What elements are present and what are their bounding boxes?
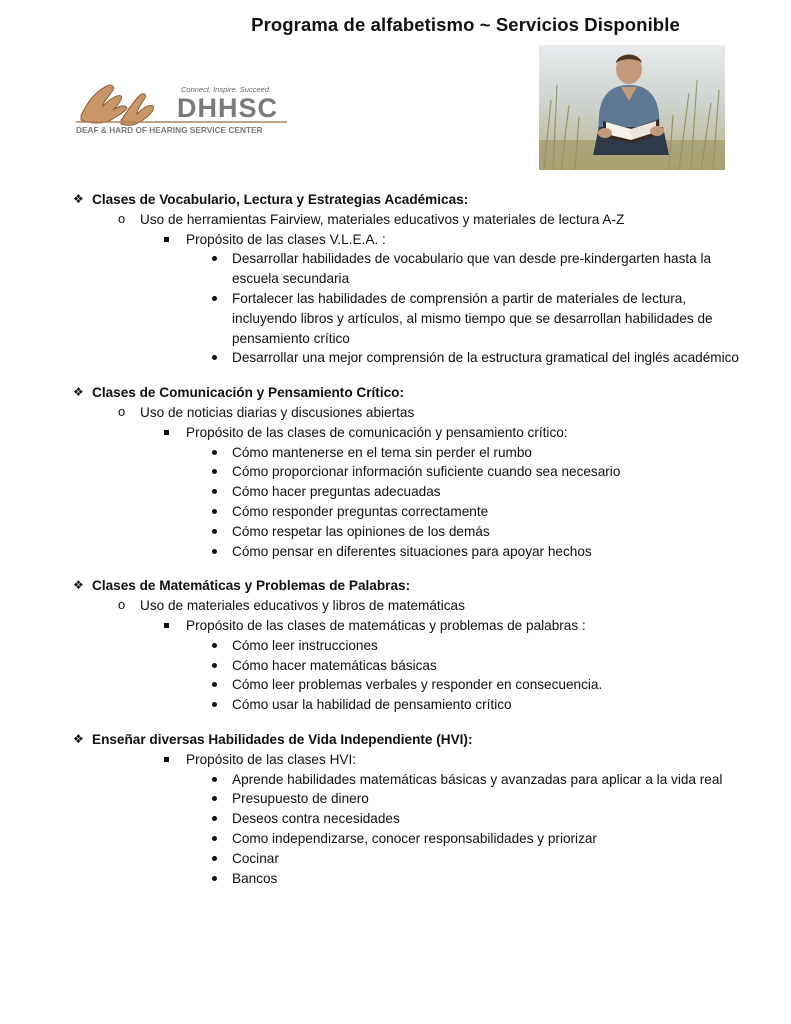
section-heading: Clases de Vocabulario, Lectura y Estrategias Académicas: xyxy=(92,192,469,207)
list-item: Presupuesto de dinero xyxy=(0,789,791,809)
list-item: Cómo hacer preguntas adecuadas xyxy=(0,482,791,502)
section-purpose: Propósito de las clases de matemáticas y problemas de palabras : xyxy=(186,617,586,633)
section-heading: Enseñar diversas Habilidades de Vida Independiente (HVI): xyxy=(92,731,473,747)
dhhsc-logo xyxy=(73,72,295,142)
dot-bullet-icon xyxy=(212,856,217,861)
dot-bullet-icon xyxy=(212,509,217,514)
section-math xyxy=(0,576,791,715)
section-heading: Clases de Matemáticas y Problemas de Palabras: xyxy=(92,578,411,594)
square-bullet-icon xyxy=(164,757,169,762)
section-sub: Uso de noticias diarias y discusiones abiertas xyxy=(140,404,415,420)
dot-bullet-icon xyxy=(212,469,217,474)
circle-bullet-icon: o xyxy=(118,597,126,613)
list-item: Cómo respetar las opiniones de los demás xyxy=(0,522,791,542)
page-title: Programa de alfabetismo ~ Servicios Disponible xyxy=(251,14,680,35)
section-sub: Uso de herramientas Fairview, materiales educativos y materiales de lectura A-Z xyxy=(140,211,625,227)
dot-bullet-icon xyxy=(212,876,217,881)
list-item: Aprende habilidades matemáticas básicas y avanzadas para aplicar a la vida real xyxy=(0,770,791,790)
svg-text:DEAF & HARD OF HEARING SERVICE: DEAF & HARD OF HEARING SERVICE CENTER xyxy=(76,125,263,135)
list-item: Deseos contra necesidades xyxy=(0,809,791,829)
section-sub: Uso de materiales educativos y libros de matemáticas xyxy=(140,598,465,614)
dot-bullet-icon xyxy=(212,549,217,554)
section-independent-living xyxy=(0,730,791,888)
svg-text:Connect. Inspire. Succeed.: Connect. Inspire. Succeed. xyxy=(181,85,272,94)
section-purpose: Propósito de las clases V.L.E.A. : xyxy=(186,231,386,247)
man-reading-photo xyxy=(539,45,725,170)
list-item: Cómo proporcionar información suficiente cuando sea necesario xyxy=(0,462,791,482)
section-heading: Clases de Comunicación y Pensamiento Crítico: xyxy=(92,385,404,401)
dot-bullet-icon xyxy=(212,663,217,668)
hands-icon xyxy=(81,85,153,125)
dot-bullet-icon xyxy=(212,777,217,782)
dot-bullet-icon xyxy=(212,529,217,534)
dot-bullet-icon xyxy=(212,355,217,360)
circle-bullet-icon: o xyxy=(118,403,126,419)
diamond-bullet-icon: ❖ xyxy=(73,192,84,206)
section-communication xyxy=(0,383,791,561)
dot-bullet-icon xyxy=(212,816,217,821)
dot-bullet-icon xyxy=(212,796,217,801)
square-bullet-icon xyxy=(164,237,169,242)
list-item: Desarrollar una mejor comprensión de la estructura gramatical del inglés académico xyxy=(0,348,791,368)
diamond-bullet-icon: ❖ xyxy=(73,578,84,593)
square-bullet-icon xyxy=(164,430,169,435)
svg-text:DHHSC: DHHSC xyxy=(177,93,279,123)
dot-bullet-icon xyxy=(212,256,217,261)
dot-bullet-icon xyxy=(212,836,217,841)
circle-bullet-icon: o xyxy=(118,210,126,226)
diamond-bullet-icon: ❖ xyxy=(73,385,84,400)
section-purpose: Propósito de las clases HVI: xyxy=(186,751,357,767)
dot-bullet-icon xyxy=(212,682,217,687)
list-item: Fortalecer las habilidades de comprensión a partir de materiales de lectura, incluyendo libros y artículos, al mismo tiempo que se desarrollan habilidades de pensamiento crítico xyxy=(0,289,791,348)
list-item: Desarrollar habilidades de vocabulario que van desde pre-kindergarten hasta la escuela secundaria xyxy=(0,249,791,289)
diamond-bullet-icon: ❖ xyxy=(73,731,84,746)
dot-bullet-icon xyxy=(212,702,217,707)
list-item: Cocinar xyxy=(0,849,791,869)
section-vocabulary xyxy=(0,190,791,368)
section-purpose: Propósito de las clases de comunicación y pensamiento crítico: xyxy=(186,424,568,440)
dot-bullet-icon xyxy=(212,296,217,301)
dot-bullet-icon xyxy=(212,643,217,648)
list-item: Cómo pensar en diferentes situaciones para apoyar hechos xyxy=(0,542,791,562)
list-item: Bancos xyxy=(0,869,791,889)
list-item: Cómo hacer matemáticas básicas xyxy=(0,656,791,676)
list-item: Cómo responder preguntas correctamente xyxy=(0,502,791,522)
square-bullet-icon xyxy=(164,623,169,628)
dot-bullet-icon xyxy=(212,450,217,455)
list-item: Cómo leer instrucciones xyxy=(0,636,791,656)
dot-bullet-icon xyxy=(212,489,217,494)
list-item: Cómo usar la habilidad de pensamiento crítico xyxy=(0,695,791,715)
list-item: Como independizarse, conocer responsabilidades y priorizar xyxy=(0,829,791,849)
service-list xyxy=(0,190,791,903)
list-item: Cómo mantenerse en el tema sin perder el rumbo xyxy=(0,443,791,463)
list-item: Cómo leer problemas verbales y responder en consecuencia. xyxy=(0,675,791,695)
